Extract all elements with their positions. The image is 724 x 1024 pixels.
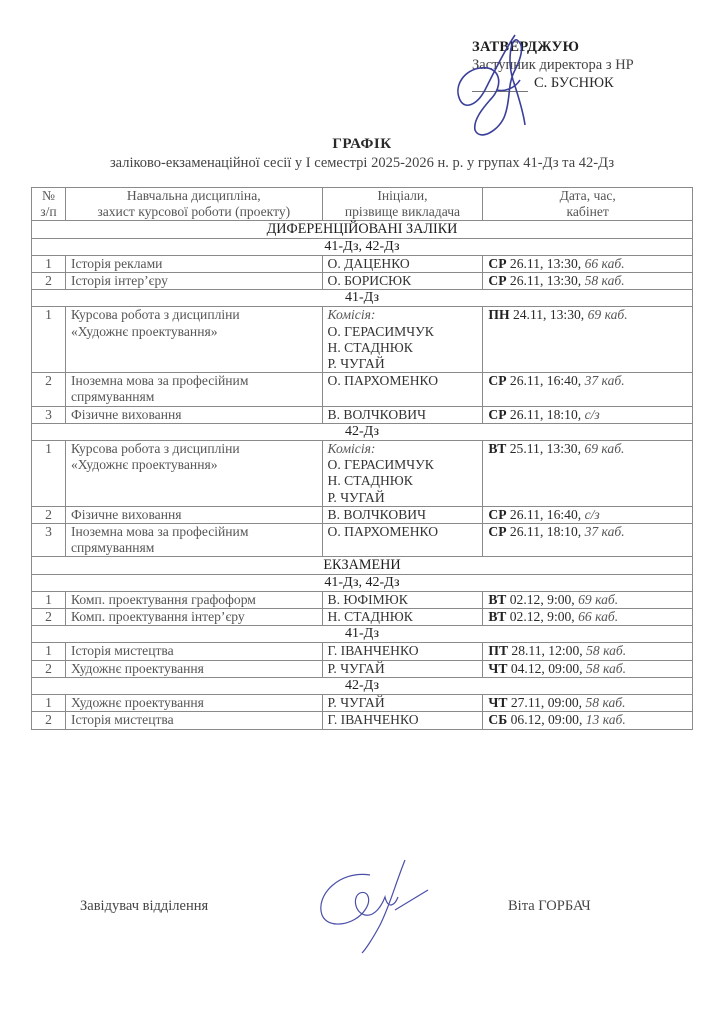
group-title: 42-Дз bbox=[32, 677, 693, 694]
subject-cell bbox=[65, 643, 322, 660]
weekday: СР bbox=[488, 524, 507, 540]
teacher-name: О. ПАРХОМЕНКО bbox=[327, 373, 439, 389]
row-number: 2 bbox=[32, 506, 66, 523]
weekday: ПТ bbox=[488, 643, 509, 659]
approval-name-line bbox=[532, 74, 702, 92]
room: с/з bbox=[584, 406, 600, 422]
row-number: 2 bbox=[32, 712, 66, 729]
date-time: 04.12, 09:00, bbox=[507, 660, 586, 676]
subject-line: Комп. проектування графоформ bbox=[70, 591, 256, 607]
teacher-cell bbox=[322, 441, 483, 507]
header-datetime bbox=[483, 188, 693, 221]
table-row bbox=[32, 695, 693, 712]
subject-line: Історія мистецтва bbox=[70, 712, 174, 728]
subject-cell bbox=[65, 712, 322, 729]
approval-heading: ЗАТВЕРДЖУЮ bbox=[472, 39, 580, 55]
room: 37 каб. bbox=[584, 524, 625, 540]
subject-line: Іноземна мова за професійним bbox=[70, 373, 249, 389]
schedule-body bbox=[32, 221, 693, 729]
room: 58 каб. bbox=[585, 695, 626, 711]
teacher-name: Г. ІВАНЧЕНКО bbox=[327, 712, 419, 728]
header-datetime-line: Дата, час, bbox=[559, 188, 616, 203]
header-teacher-line: прізвище викладача bbox=[344, 204, 461, 220]
teacher-name: Н. СТАДНЮК bbox=[327, 609, 413, 625]
date-time: 26.11, 18:10, bbox=[506, 406, 585, 422]
subject-line: спрямуванням bbox=[70, 389, 155, 405]
datetime-cell bbox=[483, 695, 693, 712]
teacher-cell bbox=[322, 643, 483, 660]
datetime-cell bbox=[483, 255, 693, 272]
teacher-name: Р. ЧУГАЙ bbox=[327, 356, 385, 372]
weekday: ВТ bbox=[488, 609, 507, 625]
teacher-name: Н. СТАДНЮК bbox=[327, 339, 413, 355]
datetime-cell bbox=[483, 609, 693, 626]
datetime-cell bbox=[483, 506, 693, 523]
date-time: 27.11, 09:00, bbox=[507, 695, 586, 711]
table-row bbox=[32, 591, 693, 608]
date-time: 28.11, 12:00, bbox=[508, 643, 587, 659]
datetime-cell bbox=[483, 660, 693, 677]
subject-cell bbox=[65, 406, 322, 423]
date-time: 26.11, 18:10, bbox=[506, 524, 585, 540]
group-title: 42-Дз bbox=[32, 423, 693, 440]
table-row bbox=[32, 373, 693, 406]
teacher-cell bbox=[322, 609, 483, 626]
header-num-line: № bbox=[41, 188, 55, 203]
header-subject-line: захист курсової роботи (проекту) bbox=[97, 204, 291, 220]
row-number: 3 bbox=[32, 524, 66, 557]
subject-line: Комп. проектування інтер’єру bbox=[70, 609, 245, 625]
row-number: 2 bbox=[32, 273, 66, 290]
datetime-cell bbox=[483, 273, 693, 290]
row-number: 1 bbox=[32, 643, 66, 660]
subject-cell bbox=[65, 524, 322, 557]
weekday: СР bbox=[488, 506, 507, 522]
weekday: ВТ bbox=[488, 591, 507, 607]
group-row bbox=[32, 238, 693, 255]
subject-line: Історія реклами bbox=[70, 255, 163, 271]
date-time: 06.12, 09:00, bbox=[507, 712, 586, 728]
row-number: 2 bbox=[32, 373, 66, 406]
teacher-cell bbox=[322, 255, 483, 272]
teacher-cell bbox=[322, 373, 483, 406]
subject-line: спрямуванням bbox=[70, 540, 155, 556]
datetime-cell bbox=[483, 712, 693, 729]
teacher-cell bbox=[322, 406, 483, 423]
room: 37 каб. bbox=[584, 373, 625, 389]
weekday: СР bbox=[488, 373, 507, 389]
weekday: СР bbox=[488, 406, 507, 422]
teacher-name: В. ЮФІМЮК bbox=[327, 591, 408, 607]
subject-line: Фізичне виховання bbox=[70, 406, 182, 422]
header-teacher bbox=[322, 188, 483, 221]
row-number: 2 bbox=[32, 609, 66, 626]
subject-cell bbox=[65, 441, 322, 507]
room: 69 каб. bbox=[587, 307, 628, 323]
subject-cell bbox=[65, 307, 322, 373]
date-time: 24.11, 13:30, bbox=[509, 307, 588, 323]
weekday: ЧТ bbox=[488, 695, 508, 711]
subject-cell bbox=[65, 373, 322, 406]
subject-line: Художнє проектування bbox=[70, 660, 204, 676]
room: 58 каб. bbox=[586, 643, 627, 659]
room: 66 каб. bbox=[578, 609, 619, 625]
subject-cell bbox=[65, 255, 322, 272]
row-number: 1 bbox=[32, 695, 66, 712]
schedule-table bbox=[31, 187, 693, 730]
subject-cell bbox=[65, 506, 322, 523]
datetime-cell bbox=[483, 524, 693, 557]
date-time: 26.11, 16:40, bbox=[506, 506, 585, 522]
weekday: ПН bbox=[488, 307, 510, 323]
group-title: 41-Дз, 42-Дз bbox=[32, 574, 693, 591]
subject-line: Курсова робота з дисципліни bbox=[70, 441, 240, 457]
date-time: 02.12, 9:00, bbox=[506, 609, 579, 625]
table-row bbox=[32, 524, 693, 557]
subject-cell bbox=[65, 660, 322, 677]
datetime-cell bbox=[483, 591, 693, 608]
document-title: ГРАФІК bbox=[332, 136, 392, 152]
subject-line: Художнє проектування bbox=[70, 695, 204, 711]
header-subject-line: Навчальна дисципліна, bbox=[126, 188, 261, 203]
room: 66 каб. bbox=[584, 255, 625, 271]
teacher-cell bbox=[322, 712, 483, 729]
weekday: СБ bbox=[488, 712, 508, 728]
room: с/з bbox=[584, 506, 600, 522]
commission-label: Комісія: bbox=[327, 307, 376, 323]
table-row bbox=[32, 441, 693, 507]
teacher-name: В. ВОЛЧКОВИЧ bbox=[327, 506, 426, 522]
datetime-cell bbox=[483, 307, 693, 373]
table-row bbox=[32, 609, 693, 626]
room: 58 каб. bbox=[585, 660, 627, 676]
header-datetime-line: кабінет bbox=[566, 204, 609, 220]
weekday: СР bbox=[488, 273, 507, 289]
teacher-name: Р. ЧУГАЙ bbox=[327, 695, 385, 711]
teacher-name: Р. ЧУГАЙ bbox=[327, 660, 385, 676]
weekday: СР bbox=[488, 255, 507, 271]
teacher-name: Г. ІВАНЧЕНКО bbox=[327, 643, 419, 659]
group-title: 41-Дз bbox=[32, 290, 693, 307]
datetime-cell bbox=[483, 441, 693, 507]
subject-line: Курсова робота з дисципліни bbox=[70, 307, 240, 323]
teacher-name: В. ВОЛЧКОВИЧ bbox=[327, 406, 426, 422]
approval-block bbox=[472, 38, 702, 92]
table-row bbox=[32, 255, 693, 272]
footer-role: Завідувач відділення bbox=[80, 898, 209, 914]
subject-cell bbox=[65, 695, 322, 712]
row-number: 3 bbox=[32, 406, 66, 423]
teacher-cell bbox=[322, 273, 483, 290]
footer-name: Віта ГОРБАЧ bbox=[508, 898, 591, 914]
table-row bbox=[32, 406, 693, 423]
row-number: 2 bbox=[32, 660, 66, 677]
group-row bbox=[32, 290, 693, 307]
section-title: ЕКЗАМЕНИ bbox=[32, 557, 693, 574]
subject-cell bbox=[65, 609, 322, 626]
room: 13 каб. bbox=[585, 712, 626, 728]
table-row bbox=[32, 273, 693, 290]
room: 69 каб. bbox=[584, 441, 625, 457]
table-header-row bbox=[32, 188, 693, 221]
subject-cell bbox=[65, 591, 322, 608]
header-teacher-line: Ініціали, bbox=[377, 188, 428, 203]
teacher-cell bbox=[322, 695, 483, 712]
teacher-name: О. ПАРХОМЕНКО bbox=[327, 524, 439, 540]
subject-cell bbox=[65, 273, 322, 290]
teacher-cell bbox=[322, 524, 483, 557]
row-number: 1 bbox=[32, 307, 66, 373]
date-time: 26.11, 13:30, bbox=[506, 273, 585, 289]
teacher-name: Н. СТАДНЮК bbox=[327, 473, 413, 489]
group-row bbox=[32, 574, 693, 591]
approval-name: С. БУСНЮК bbox=[534, 75, 614, 91]
table-row bbox=[32, 643, 693, 660]
section-title: ДИФЕРЕНЦІЙОВАНІ ЗАЛІКИ bbox=[32, 221, 693, 238]
room: 58 каб. bbox=[584, 273, 625, 289]
datetime-cell bbox=[483, 643, 693, 660]
subject-line: «Художнє проектування» bbox=[70, 323, 218, 339]
approval-position: Заступник директора з НР bbox=[472, 57, 634, 73]
group-row bbox=[32, 677, 693, 694]
subject-line: «Художнє проектування» bbox=[70, 457, 218, 473]
date-time: 25.11, 13:30, bbox=[506, 441, 585, 457]
date-time: 26.11, 13:30, bbox=[506, 255, 585, 271]
header-subject bbox=[65, 188, 322, 221]
subject-line: Іноземна мова за професійним bbox=[70, 524, 249, 540]
teacher-name: Р. ЧУГАЙ bbox=[327, 489, 385, 505]
teacher-cell bbox=[322, 591, 483, 608]
section-row bbox=[32, 221, 693, 238]
table-row bbox=[32, 660, 693, 677]
document-subtitle: заліково-екзаменаційної сесії у І семестрі 2025-2026 н. р. у групах 41-Дз та 42-Дз bbox=[109, 155, 615, 171]
date-time: 26.11, 16:40, bbox=[506, 373, 585, 389]
header-num-line: з/п bbox=[40, 204, 57, 220]
row-number: 1 bbox=[32, 441, 66, 507]
room: 69 каб. bbox=[578, 591, 619, 607]
table-row bbox=[32, 307, 693, 373]
subject-line: Історія мистецтва bbox=[70, 643, 174, 659]
row-number: 1 bbox=[32, 255, 66, 272]
header-num bbox=[32, 188, 66, 221]
weekday: ВТ bbox=[488, 441, 507, 457]
table-row bbox=[32, 506, 693, 523]
subject-line: Історія інтер’єру bbox=[70, 273, 168, 289]
section-row bbox=[32, 557, 693, 574]
teacher-name: О. ГЕРАСИМЧУК bbox=[327, 323, 434, 339]
commission-label: Комісія: bbox=[327, 441, 376, 457]
teacher-name: О. ДАЦЕНКО bbox=[327, 255, 410, 271]
teacher-cell bbox=[322, 660, 483, 677]
group-row bbox=[32, 626, 693, 643]
row-number: 1 bbox=[32, 591, 66, 608]
group-title: 41-Дз bbox=[32, 626, 693, 643]
group-title: 41-Дз, 42-Дз bbox=[32, 238, 693, 255]
teacher-cell bbox=[322, 307, 483, 373]
subject-line: Фізичне виховання bbox=[70, 506, 182, 522]
group-row bbox=[32, 423, 693, 440]
signature-line bbox=[472, 77, 528, 92]
teacher-name: О. БОРИСЮК bbox=[327, 273, 412, 289]
head-signature-icon bbox=[310, 855, 440, 955]
datetime-cell bbox=[483, 406, 693, 423]
weekday: ЧТ bbox=[488, 660, 508, 676]
datetime-cell bbox=[483, 373, 693, 406]
teacher-cell bbox=[322, 506, 483, 523]
teacher-name: О. ГЕРАСИМЧУК bbox=[327, 457, 434, 473]
table-row bbox=[32, 712, 693, 729]
date-time: 02.12, 9:00, bbox=[506, 591, 579, 607]
